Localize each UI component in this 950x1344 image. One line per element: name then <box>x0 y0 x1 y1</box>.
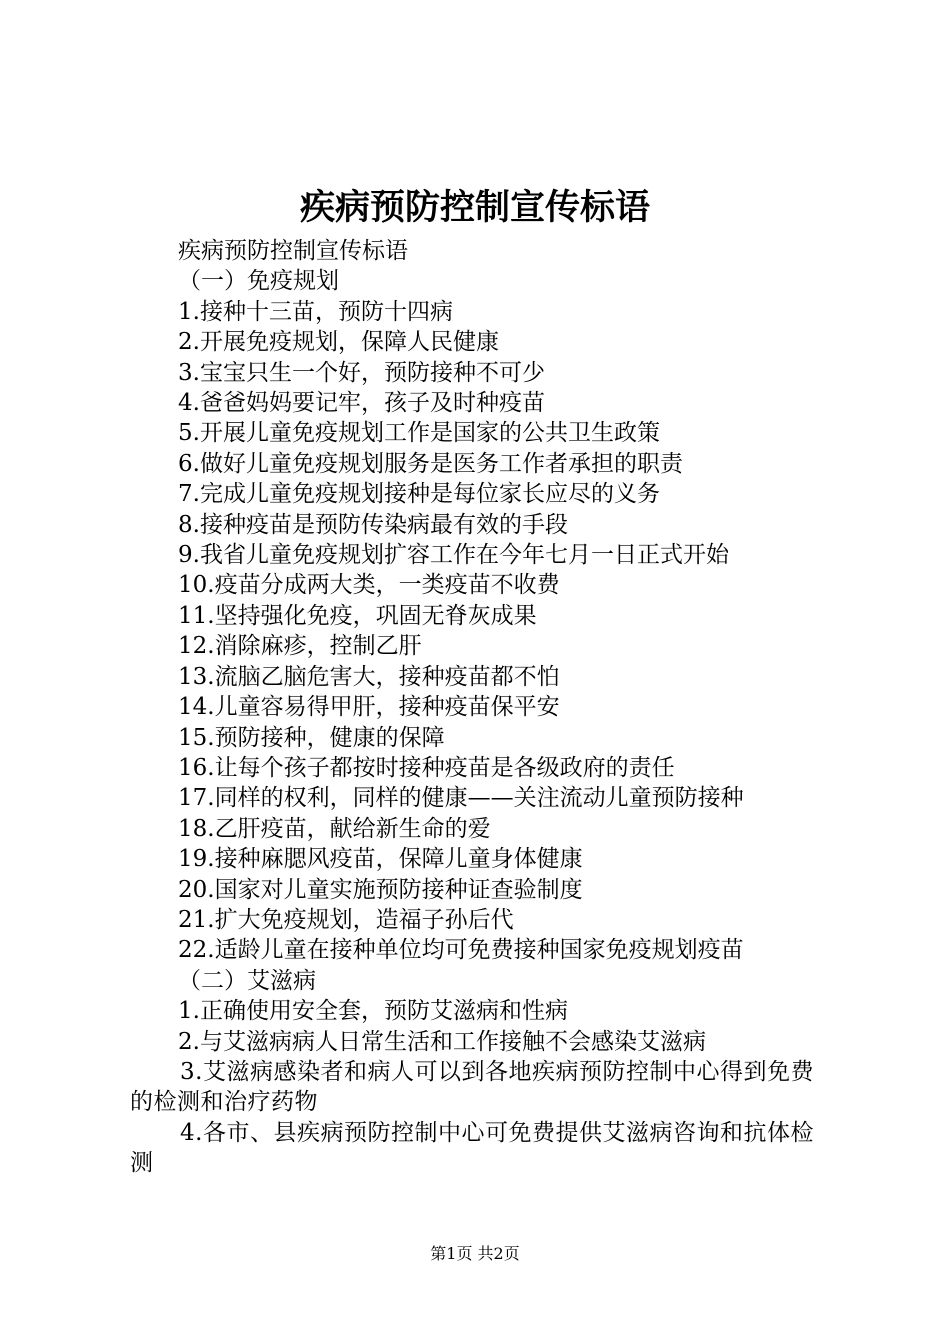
list-item: 1.正确使用安全套，预防艾滋病和性病 <box>178 998 568 1025</box>
list-item: 14.儿童容易得甲肝，接种疫苗保平安 <box>178 694 560 721</box>
list-item: 7.完成儿童免疫规划接种是每位家长应尽的义务 <box>178 481 660 508</box>
list-item: 8.接种疫苗是预防传染病最有效的手段 <box>178 511 568 538</box>
page-footer: 第1页 共2页 <box>430 1244 520 1263</box>
list-item: 4.爸爸妈妈要记牢，孩子及时种疫苗 <box>178 390 545 417</box>
list-item: 3.宝宝只生一个好，预防接种不可少 <box>178 359 545 386</box>
list-item: 22.适龄儿童在接种单位均可免费接种国家免疫规划疫苗 <box>178 937 744 964</box>
list-item: 5.开展儿童免疫规划工作是国家的公共卫生政策 <box>178 420 660 447</box>
document-title: 疾病预防控制宣传标语 <box>299 187 650 228</box>
list-item: 9.我省儿童免疫规划扩容工作在今年七月一日正式开始 <box>178 542 729 569</box>
list-item: 2.开展免疫规划，保障人民健康 <box>178 329 499 356</box>
list-item: 2.与艾滋病病人日常生活和工作接触不会感染艾滋病 <box>178 1028 706 1055</box>
list-item: 12.消除麻疹，控制乙肝 <box>178 633 422 660</box>
list-item: 20.国家对儿童实施预防接种证查验制度 <box>178 876 583 903</box>
document-body <box>130 236 830 1179</box>
list-item: 3.艾滋病感染者和病人可以到各地疾病预防控制中心得到免费的检测和治疗药物 <box>130 1058 814 1116</box>
list-item: 15.预防接种，健康的保障 <box>178 724 445 751</box>
list-item: 4.各市、县疾病预防控制中心可免费提供艾滋病咨询和抗体检测 <box>130 1119 814 1177</box>
list-item: 11.坚持强化免疫，巩固无脊灰成果 <box>178 602 537 629</box>
section-heading-immunization: （一）免疫规划 <box>178 268 339 295</box>
list-item: 13.流脑乙脑危害大，接种疫苗都不怕 <box>178 663 560 690</box>
list-item: 16.让每个孩子都按时接种疫苗是各级政府的责任 <box>178 754 675 781</box>
list-item: 21.扩大免疫规划，造福子孙后代 <box>178 906 514 933</box>
document-subtitle: 疾病预防控制宣传标语 <box>178 238 408 264</box>
list-item: 19.接种麻腮风疫苗，保障儿童身体健康 <box>178 846 583 873</box>
section-heading-aids: （二）艾滋病 <box>178 967 316 994</box>
list-item: 10.疫苗分成两大类，一类疫苗不收费 <box>178 572 560 599</box>
list-item: 6.做好儿童免疫规划服务是医务工作者承担的职责 <box>178 450 683 477</box>
list-item: 1.接种十三苗，预防十四病 <box>178 298 453 325</box>
list-item: 17.同样的权利，同样的健康——关注流动儿童预防接种 <box>178 785 744 812</box>
list-item: 18.乙肝疫苗，献给新生命的爱 <box>178 815 491 842</box>
